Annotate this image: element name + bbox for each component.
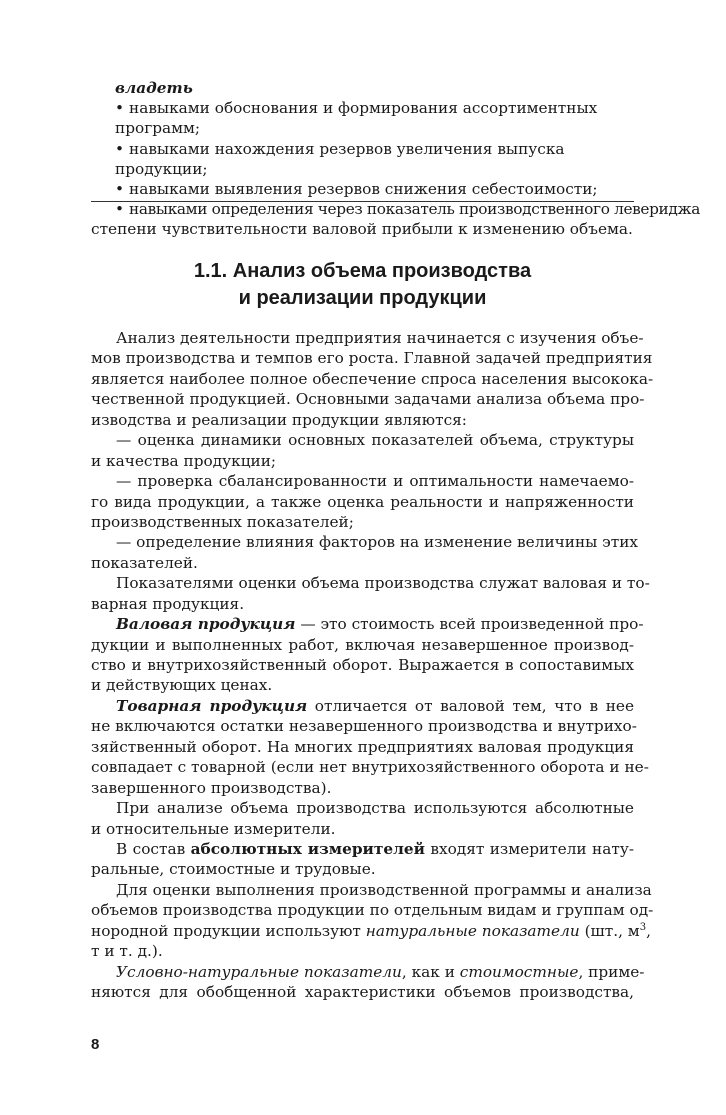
list-item: • навыками определения через показатель производственного левериджа	[115, 200, 700, 219]
bullet-icon: •	[115, 99, 125, 118]
text-line: и качества продукции;	[91, 451, 277, 470]
term: абсолютных измерителей	[190, 839, 425, 858]
text-line: и действующих ценах.	[91, 676, 273, 695]
competencies-block	[91, 78, 700, 240]
text-line: т и т. д.).	[91, 942, 163, 961]
term: стоимостные	[459, 962, 579, 981]
list-item: • навыками нахождения резервов увеличения выпуска продукции;	[115, 139, 565, 178]
text-line: Условно-натуральные показатели, как и стоимостные, приме-	[116, 962, 645, 981]
text-line: дукции и выполненных работ, включая незавершенное производ-	[91, 635, 634, 654]
bullet-icon: •	[115, 139, 125, 158]
text-line: совпадает с товарной (если нет внутрихозяйственного оборота и не-	[91, 758, 649, 777]
text-line: производственных показателей;	[91, 512, 354, 531]
body-text	[91, 328, 654, 1002]
term: Условно-натуральные показатели	[116, 962, 402, 981]
text-line: В состав абсолютных измерителей входят измерители нату-	[116, 839, 634, 858]
text-line: и относительные измерители.	[91, 819, 336, 838]
text-line: — проверка сбалансированности и оптимальности намечаемо-	[116, 472, 634, 491]
text-line: мов производства и темпов его роста. Главной задачей предприятия	[91, 349, 653, 368]
list-item: • навыками выявления резервов снижения себестоимости;	[115, 180, 598, 199]
text-line: не включаются остатки незавершенного производства и внутрихо-	[91, 717, 637, 736]
text-line: Показателями оценки объема производства служат валовая и то-	[116, 574, 650, 593]
term: Валовая продукция	[116, 615, 296, 634]
text-line: Валовая продукция — это стоимость всей произведенной про-	[116, 615, 644, 634]
page-number: 8	[91, 1036, 100, 1053]
list-item: • навыками обоснования и формирования ассортиментных программ;	[115, 99, 598, 138]
text-line: изводства и реализации продукции являются:	[91, 410, 467, 429]
term: натуральные показатели	[365, 921, 580, 940]
text-line: варная продукция.	[91, 594, 245, 613]
section-heading	[91, 258, 634, 312]
bullet-icon: •	[115, 200, 124, 219]
text-line: няются для обобщенной характеристики объемов производства,	[91, 983, 634, 1001]
text-line: является наиболее полное обеспечение спроса населения высокока-	[91, 369, 654, 388]
term: Товарная продукция	[116, 696, 308, 715]
bullet-icon: •	[115, 180, 125, 199]
divider	[91, 201, 634, 202]
text-line: объемов производства продукции по отдельным видам и группам од-	[91, 901, 654, 920]
competency-label: владеть	[115, 79, 193, 97]
text-line: — оценка динамики основных показателей объема, структуры	[116, 431, 634, 450]
heading-line: и реализации продукции	[238, 287, 487, 309]
text-line: Товарная продукция отличается от валовой тем, что в нее	[116, 696, 634, 715]
heading-line: 1.1. Анализ объема производства	[193, 260, 532, 282]
text-line: — определение влияния факторов на изменение величины этих	[116, 533, 639, 552]
text-line: чественной продукцией. Основными задачами анализа объема про-	[91, 390, 645, 409]
text-line: ральные, стоимостные и трудовые.	[91, 860, 376, 879]
text-line: ство и внутрихозяйственный оборот. Выражается в сопоставимых	[91, 656, 634, 674]
text-line: го вида продукции, а также оценка реальности и напряженности	[91, 492, 634, 511]
text-line: Анализ деятельности предприятия начинается с изучения объе-	[116, 329, 644, 347]
text-line: завершенного производства).	[91, 778, 332, 797]
text-line: показателей.	[91, 553, 198, 572]
list-item-continuation: степени чувствительности валовой прибыли к изменению объема.	[91, 220, 633, 239]
text-line: зяйственный оборот. На многих предприятиях валовая продукция	[91, 737, 634, 756]
text-line: нородной продукции используют натуральные показатели (шт., $м^3$,	[91, 921, 651, 940]
text-line: При анализе объема производства используются абсолютные	[116, 799, 634, 818]
text-line: Для оценки выполнения производственной программы и анализа	[116, 880, 652, 899]
